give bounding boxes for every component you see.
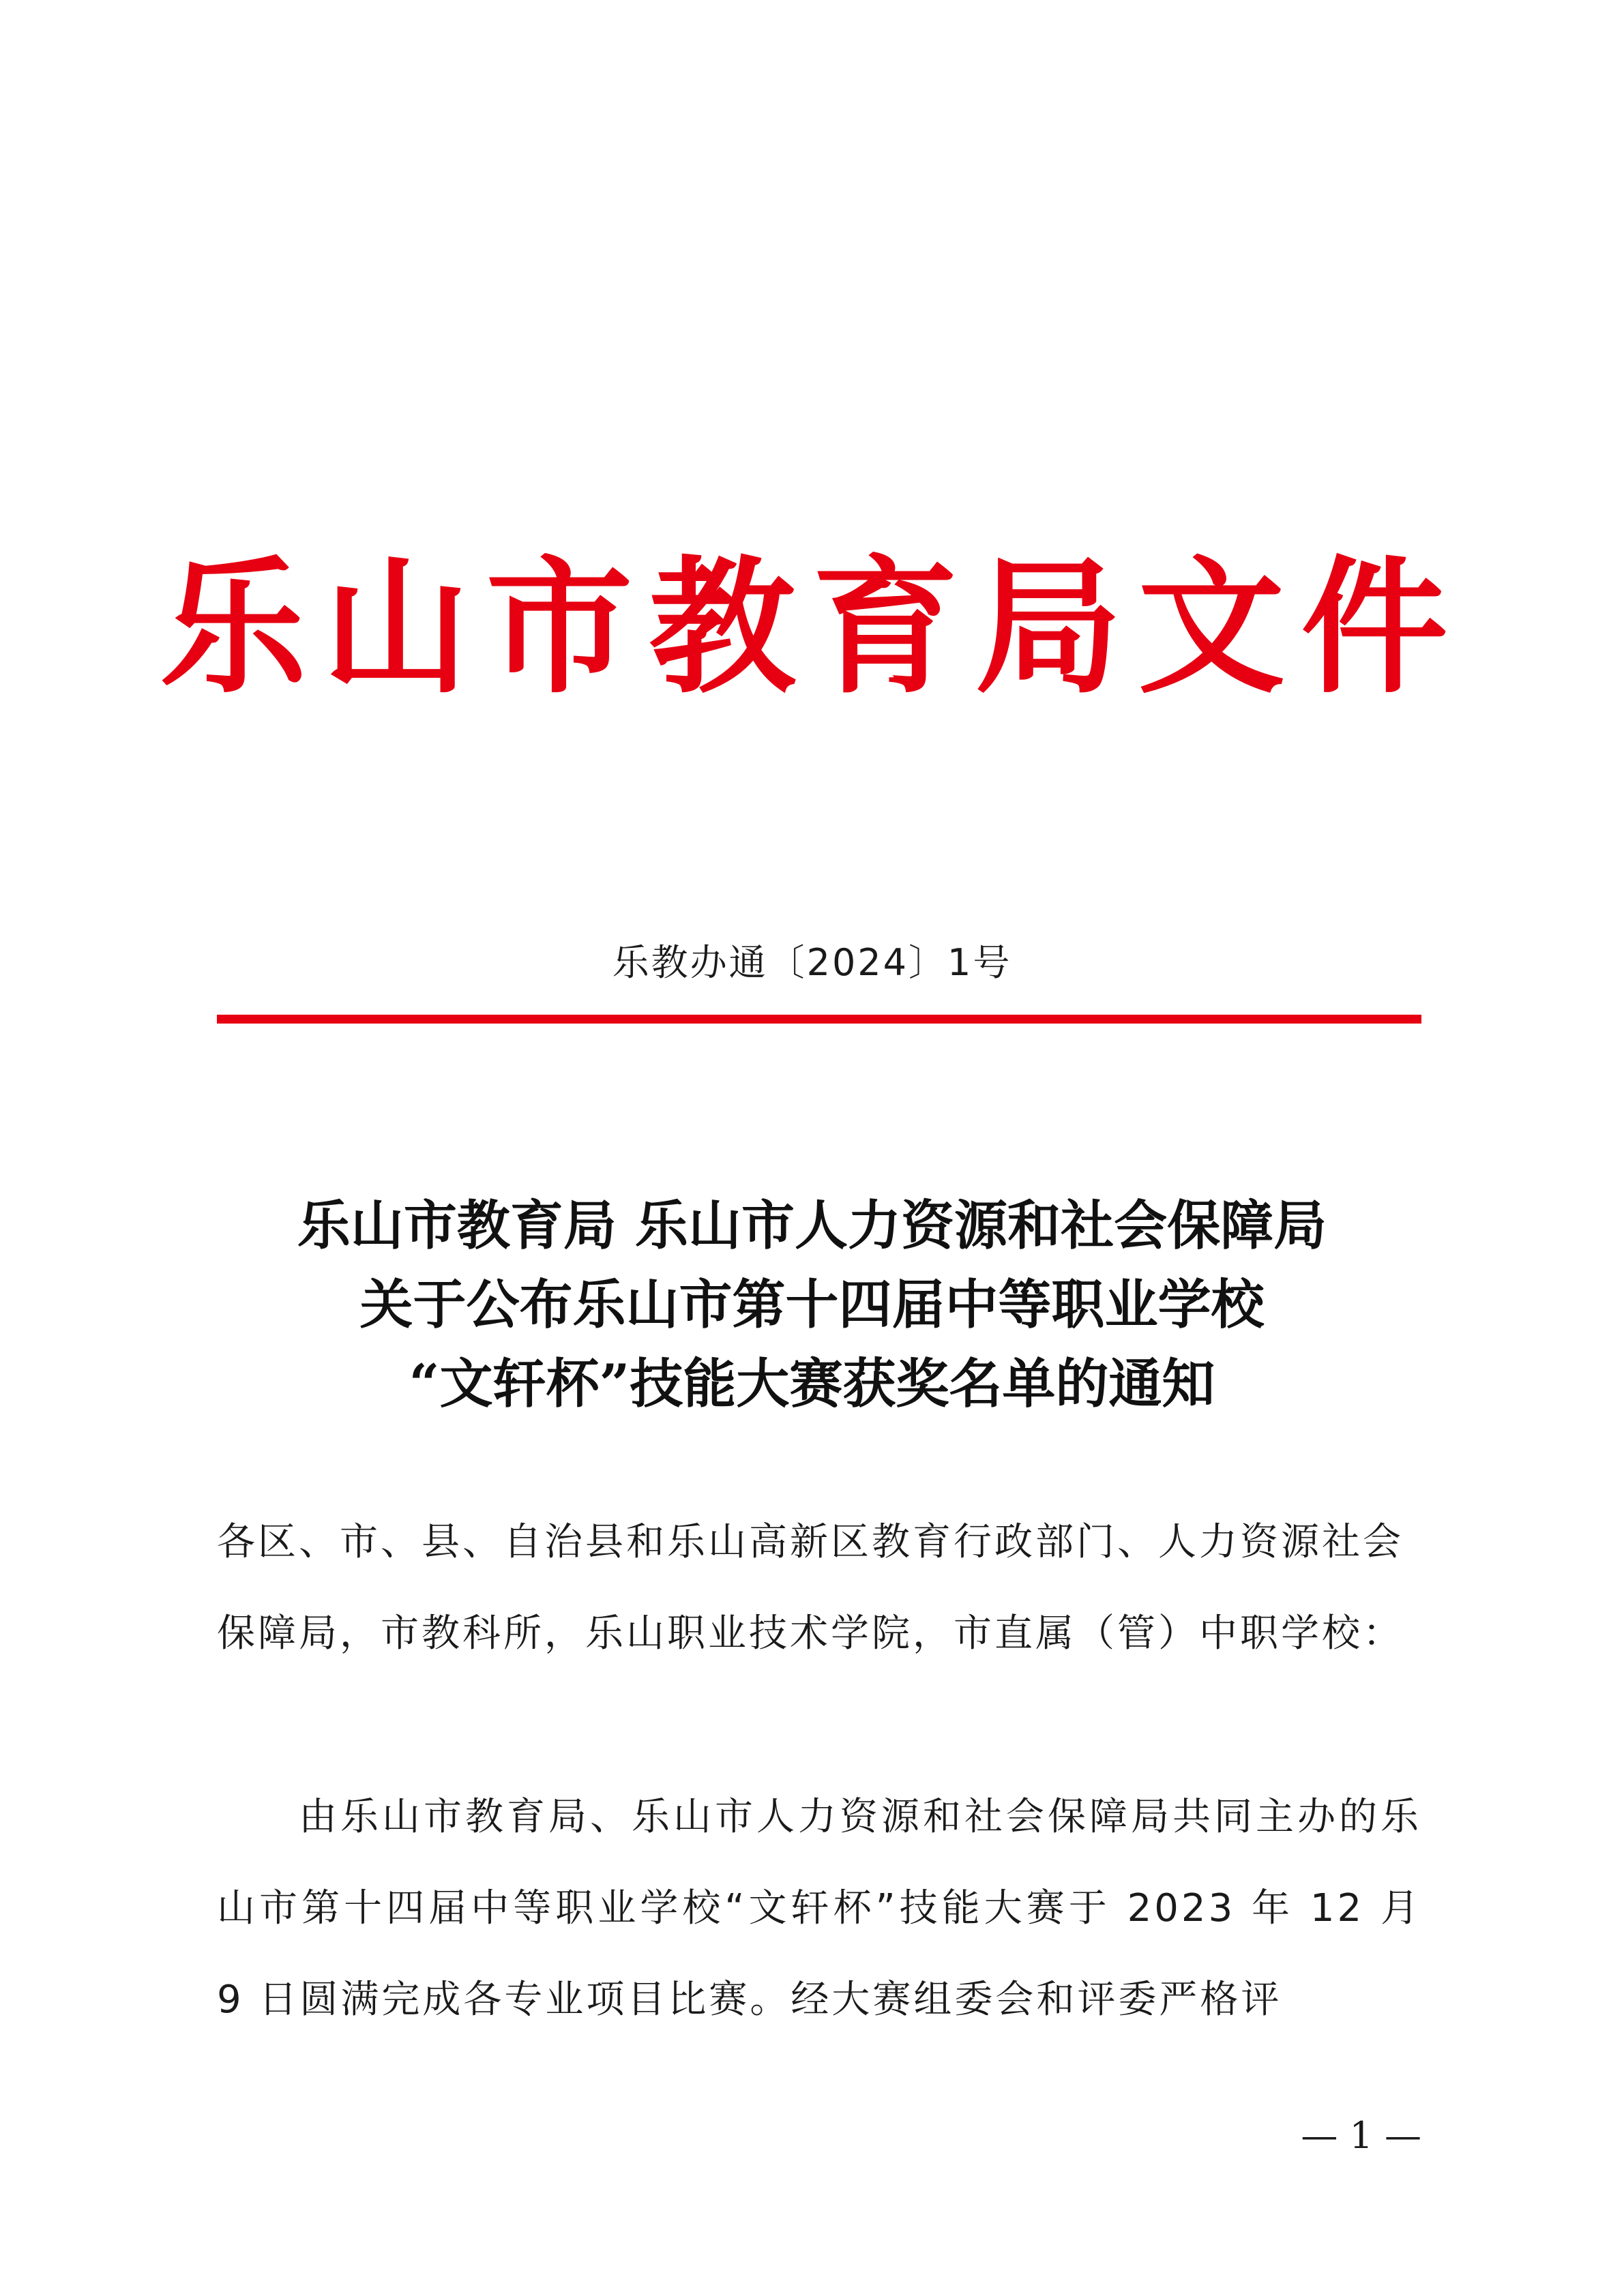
title-line: 乐山市教育局 乐山市人力资源和社会保障局 bbox=[297, 1195, 1327, 1257]
page-number: — 1 — bbox=[1301, 2114, 1421, 2157]
salutation: 各区、市、县、自治县和乐山高新区教育行政部门、人力资源社会保障局，市教科所，乐山职业技术学院，市直属（管）中职学校： bbox=[217, 1520, 1404, 1656]
body-paragraph: 由乐山市教育局、乐山市人力资源和社会保障局共同主办的乐山市第十四届中等职业学校“文轩杯”技能大赛于 2023 年 12 月 9 日圆满完成各专业项目比赛。经大赛组委会和评委严格评 bbox=[217, 1795, 1421, 2022]
title-line: 关于公布乐山市第十四届中等职业学校 bbox=[359, 1274, 1265, 1336]
document-number: 乐教办通〔2024〕1号 bbox=[612, 941, 1012, 984]
issuing-authority-header: 乐山市教育局文件 bbox=[160, 541, 1464, 713]
document-title bbox=[136, 1187, 1488, 1424]
title-line: “文轩杯”技能大赛获奖名单的通知 bbox=[409, 1353, 1215, 1415]
red-separator-line bbox=[217, 1015, 1421, 1024]
